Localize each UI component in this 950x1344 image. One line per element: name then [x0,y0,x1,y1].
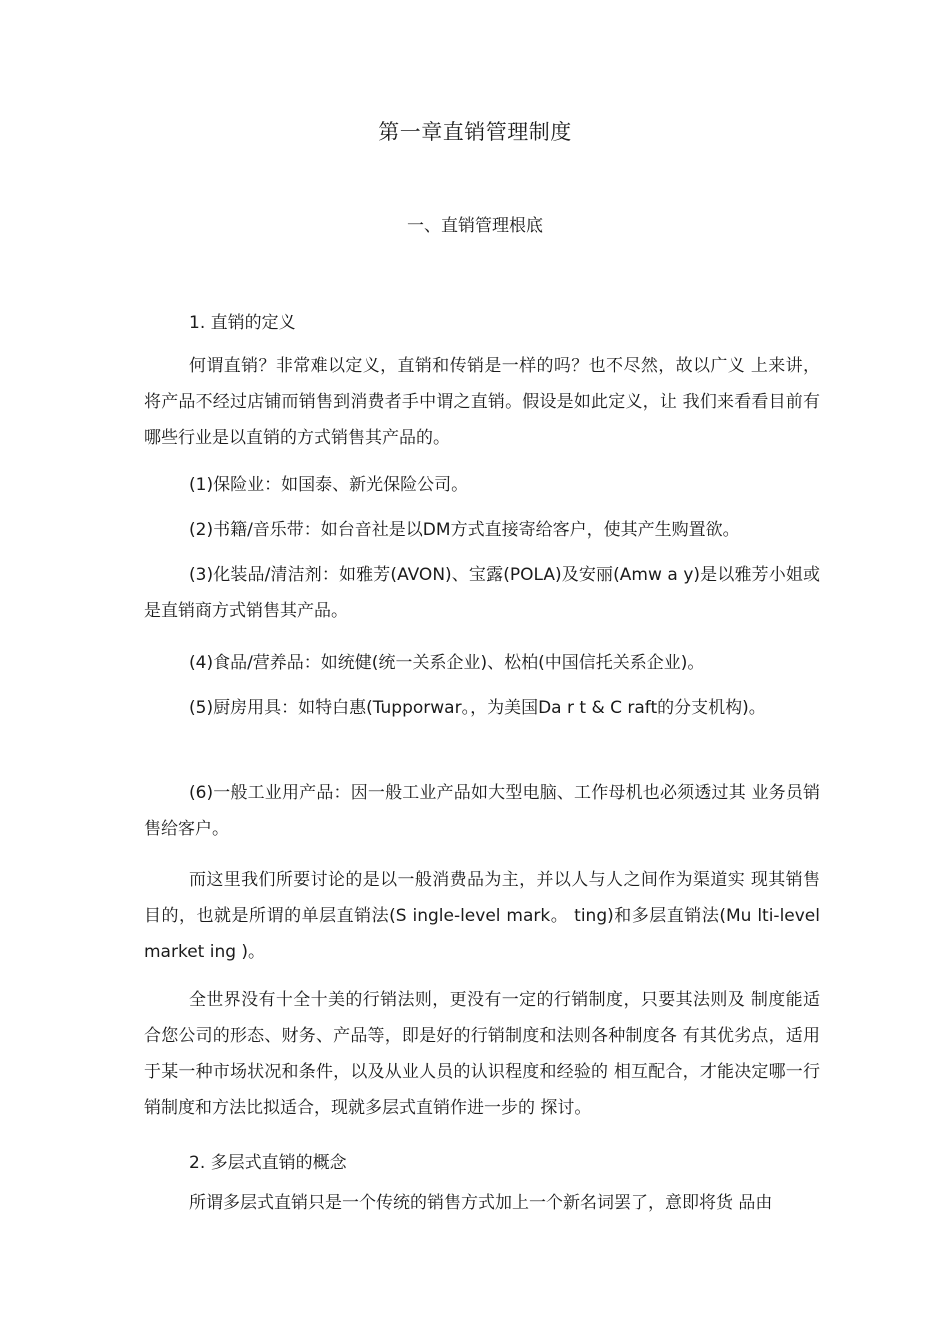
page-title: 第一章直销管理制度 [378,120,572,144]
list-item: (4)食品/营养品：如统健(统一关系企业)、松柏(中国信托关系企业)。 [189,653,705,673]
subsection-heading-1: 1. 直销的定义 [189,313,296,333]
subsection-heading-2: 2. 多层式直销的概念 [189,1153,347,1173]
list-item: (2)书籍/音乐带：如台音社是以DM方式直接寄给客户，使其产生购置欲。 [189,520,740,540]
paragraph-discussion: 而这里我们所要讨论的是以一般消费品为主，并以人与人之间作为渠道实 现其销售目的，也就是所谓的单层直销法(S ingle-level mark。 ting)和多层直销法(Mu lti-level market ing )。 [144,870,820,962]
list-item: (1)保险业：如国泰、新光保险公司。 [189,475,469,495]
list-item: (5)厨房用具：如特白惠(Tupporwar。，为美国Da r t & C raft的分支机构)。 [189,698,766,718]
list-item: (3)化装品/清洁剂：如雅芳(AVON)、宝露(POLA)及安丽(Amw a y)是以雅芳小姐或是直销商方式销售其产品。 [144,565,820,621]
paragraph-intro: 何谓直销？非常难以定义，直销和传销是一样的吗？也不尽然，故以广义 上来讲，将产品不经过店铺而销售到消费者手中谓之直销。假设是如此定义，让 我们来看看目前有哪些行业是以直销的方式销售其产品的。 [144,356,820,448]
list-item: (6)一般工业用产品：因一般工业产品如大型电脑、工作母机也必须透过其 业务员销售给客户。 [144,783,820,839]
section-heading: 一、直销管理根底 [407,216,543,236]
paragraph-marketing-rules: 全世界没有十全十美的行销法则，更没有一定的行销制度，只要其法则及 制度能适合您公司的形态、财务、产品等，即是好的行销制度和法则各种制度各 有其优劣点，适用于某一种市场状况和条件，以及从业人员的认识程度和经验的 相互配合，才能决定哪一行销制度和方法比拟适合，现就多层式直销作进一步的 探讨。 [144,990,820,1118]
paragraph-concept: 所谓多层式直销只是一个传统的销售方式加上一个新名词罢了，意即将货 品由 [189,1193,773,1213]
